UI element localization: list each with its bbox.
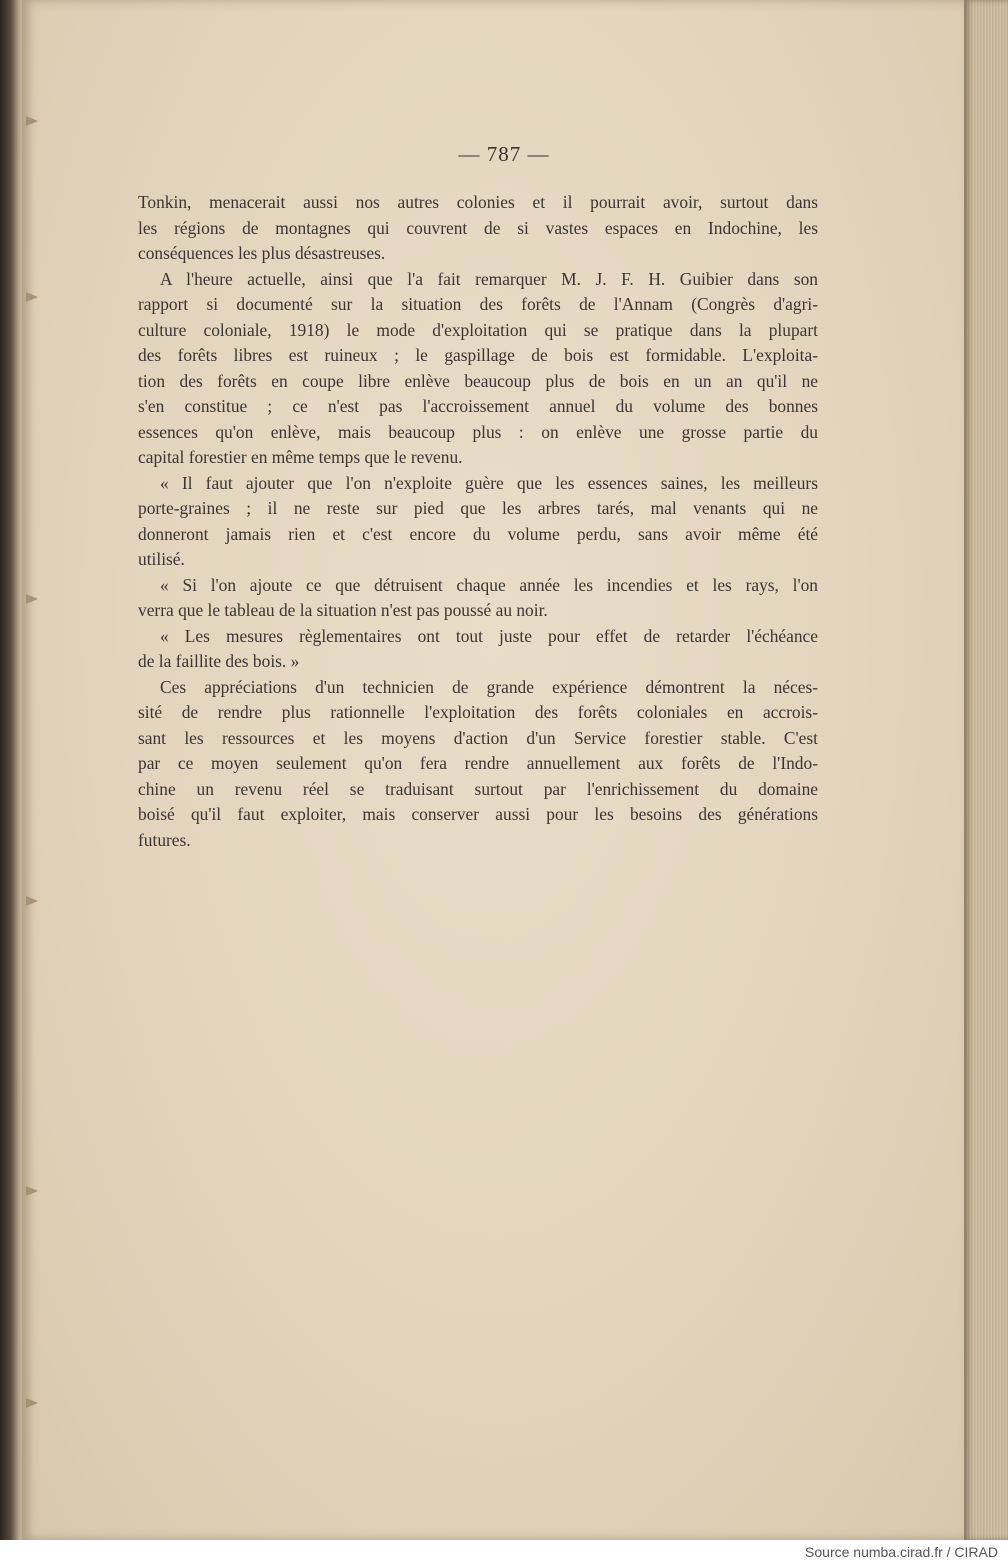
text-line: futures. <box>138 829 191 850</box>
text-line: conséquences les plus désastreuses. <box>138 243 386 263</box>
text-line: rapport si documenté sur la situation des forêts de l'Annam (Congrès d'agri- <box>138 294 818 314</box>
text-line: capital forestier en même temps que le revenu. <box>138 447 463 467</box>
text-line: porte-graines ; il ne reste sur pied que les arbres tarés, mal venants qui ne <box>138 498 818 518</box>
page-stack-edge <box>964 0 1008 1540</box>
text-line: essences qu'on enlève, mais beaucoup plus : on enlève une grosse partie du <box>138 421 818 442</box>
text-line: verra que le tableau de la situation n'est pas poussé au noir. <box>138 600 548 620</box>
binding-stitch <box>26 116 40 126</box>
text-line: sité de rendre plus rationnelle l'exploitation des forêts coloniales en accrois- <box>138 702 818 722</box>
text-line: A l'heure actuelle, ainsi que l'a fait remarquer M. J. F. H. Guibier dans son <box>160 268 818 289</box>
text-line: par ce moyen seulement qu'on fera rendre annuellement aux forêts de l'Indo- <box>138 753 818 773</box>
text-line: tion des forêts en coupe libre enlève beaucoup plus de bois en un an qu'il ne <box>138 370 818 391</box>
binding-stitch <box>26 1398 40 1408</box>
text-line: « Si l'on ajoute ce que détruisent chaque année les incendies et les rays, l'on <box>160 574 818 595</box>
text-line: les régions de montagnes qui couvrent de si vastes espaces en Indochine, les <box>138 217 818 238</box>
source-credit: Source numba.cirad.fr / CIRAD <box>805 1544 998 1560</box>
binding-edge <box>0 0 24 1540</box>
text-line: donneront jamais rien et c'est encore du volume perdu, sans avoir même été <box>138 523 818 544</box>
text-line: chine un revenu réel se traduisant surtout par l'enrichissement du domaine <box>138 778 818 799</box>
text-line: des forêts libres est ruineux ; le gaspillage de bois est formidable. L'exploita- <box>138 345 818 365</box>
text-line: « Il faut ajouter que l'on n'exploite guère que les essences saines, les meilleurs <box>160 472 818 493</box>
text-line: boisé qu'il faut exploiter, mais conserver aussi pour les besoins des générations <box>138 804 818 824</box>
binding-stitch <box>26 292 40 302</box>
text-line: utilisé. <box>138 549 185 569</box>
page-number: — 787 — <box>458 142 550 166</box>
binding-stitch <box>26 896 40 906</box>
text-line: « Les mesures règlementaires ont tout juste pour effet de retarder l'échéance <box>160 625 818 646</box>
binding-stitch <box>26 1186 40 1196</box>
text-line: de la faillite des bois. » <box>138 651 300 671</box>
body-text <box>138 190 818 853</box>
text-line: Ces appréciations d'un technicien de grande expérience démontrent la néces- <box>160 676 818 697</box>
text-line: sant les ressources et les moyens d'action d'un Service forestier stable. C'est <box>138 727 818 748</box>
text-line: s'en constitue ; ce n'est pas l'accroissement annuel du volume des bonnes <box>138 396 818 416</box>
text-line: Tonkin, menacerait aussi nos autres colonies et il pourrait avoir, surtout dans <box>138 192 818 212</box>
binding-stitch <box>26 594 40 604</box>
text-line: culture coloniale, 1918) le mode d'exploitation qui se pratique dans la plupart <box>138 319 818 340</box>
